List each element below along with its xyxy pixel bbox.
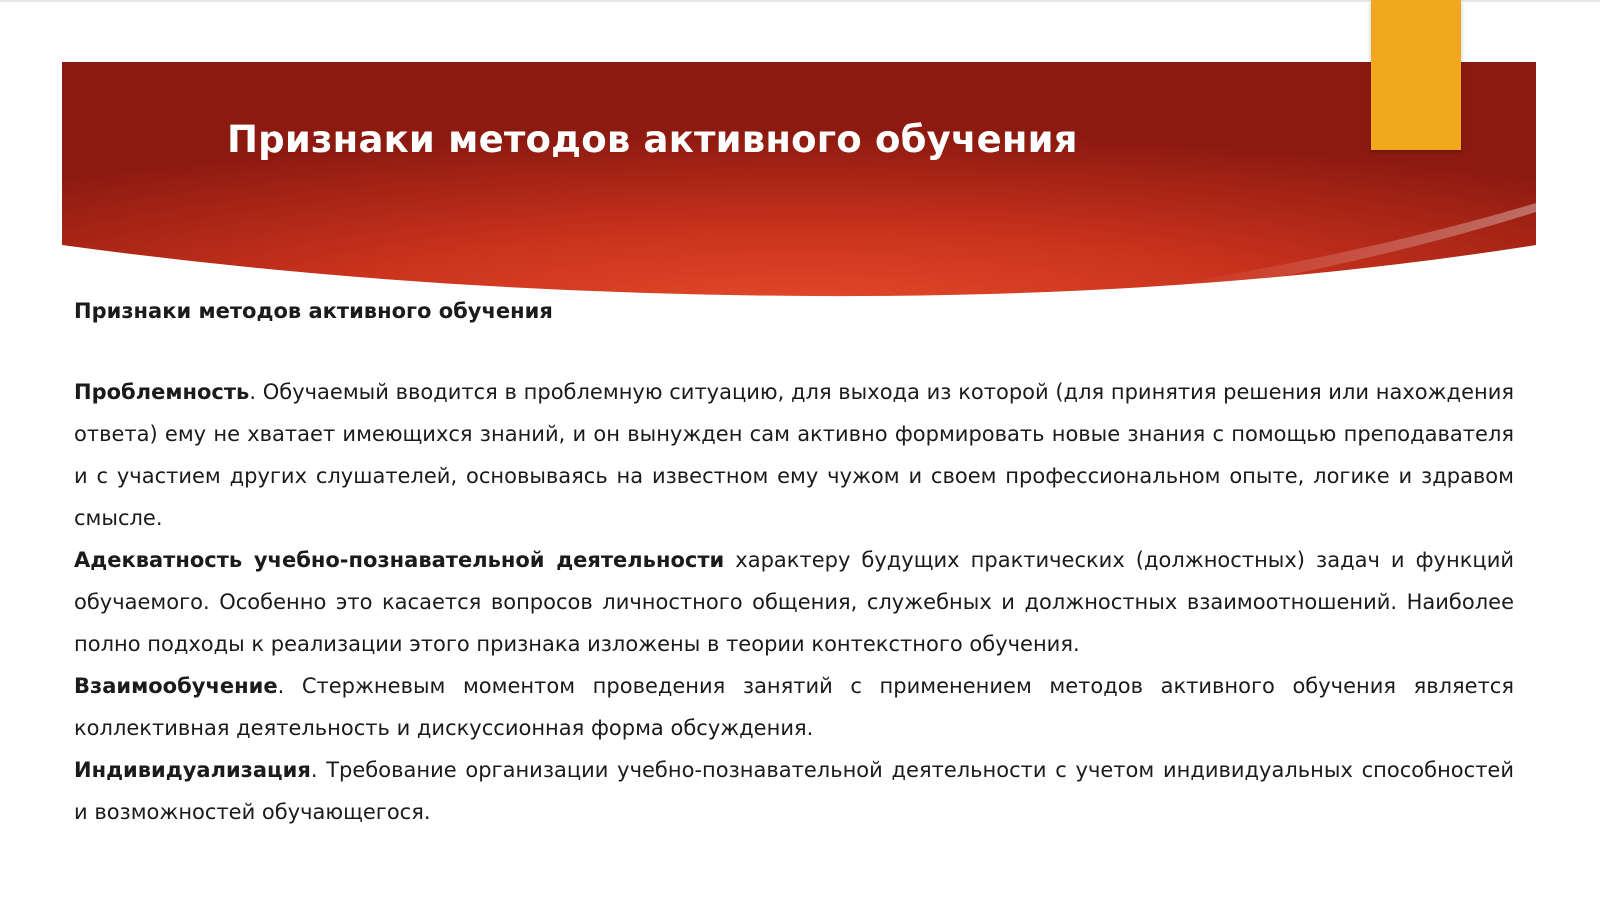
slide-content [74, 296, 1514, 833]
paragraph-text: . Требование организации учебно-познавательной деятельности с учетом индивидуальных способностей и возможностей обучающегося. [74, 758, 1514, 824]
paragraph-term: Адекватность учебно-познавательной деятельности [74, 548, 725, 572]
paragraph-text: . Обучаемый вводится в проблемную ситуацию, для выхода из которой (для принятия решения или нахождения ответа) ему не хватает имеющихся знаний, и он вынужден сам активно формировать новые знания с помощью преподавателя и с участием других слушателей, основываясь на известном ему чужом и своем профессиональном опыте, логике и здравом смысле. [74, 380, 1514, 530]
paragraph-problemnost [74, 371, 1514, 539]
accent-tab [1371, 0, 1461, 150]
paragraph-individualizatsiya [74, 749, 1514, 833]
slide-title: Признаки методов активного обучения [227, 118, 1078, 161]
content-subtitle: Признаки методов активного обучения [74, 299, 553, 323]
paragraph-term: Проблемность [74, 380, 250, 404]
paragraph-term: Взаимообучение [74, 674, 278, 698]
paragraph-text: характеру будущих практических (должностных) задач и функций обучаемого. Особенно это касается вопросов личностного общения, служебных и должностных взаимоотношений. Наиболее полно подходы к реализации этого признака изложены в теории контекстного обучения. [74, 548, 1514, 656]
paragraph-vzaimoobuchenie [74, 665, 1514, 749]
paragraph-adekvatnost [74, 539, 1514, 665]
paragraph-text: . Стержневым моментом проведения занятий с применением методов активного обучения является коллективная деятельность и дискуссионная форма обсуждения. [74, 674, 1514, 740]
paragraph-term: Индивидуализация [74, 758, 311, 782]
